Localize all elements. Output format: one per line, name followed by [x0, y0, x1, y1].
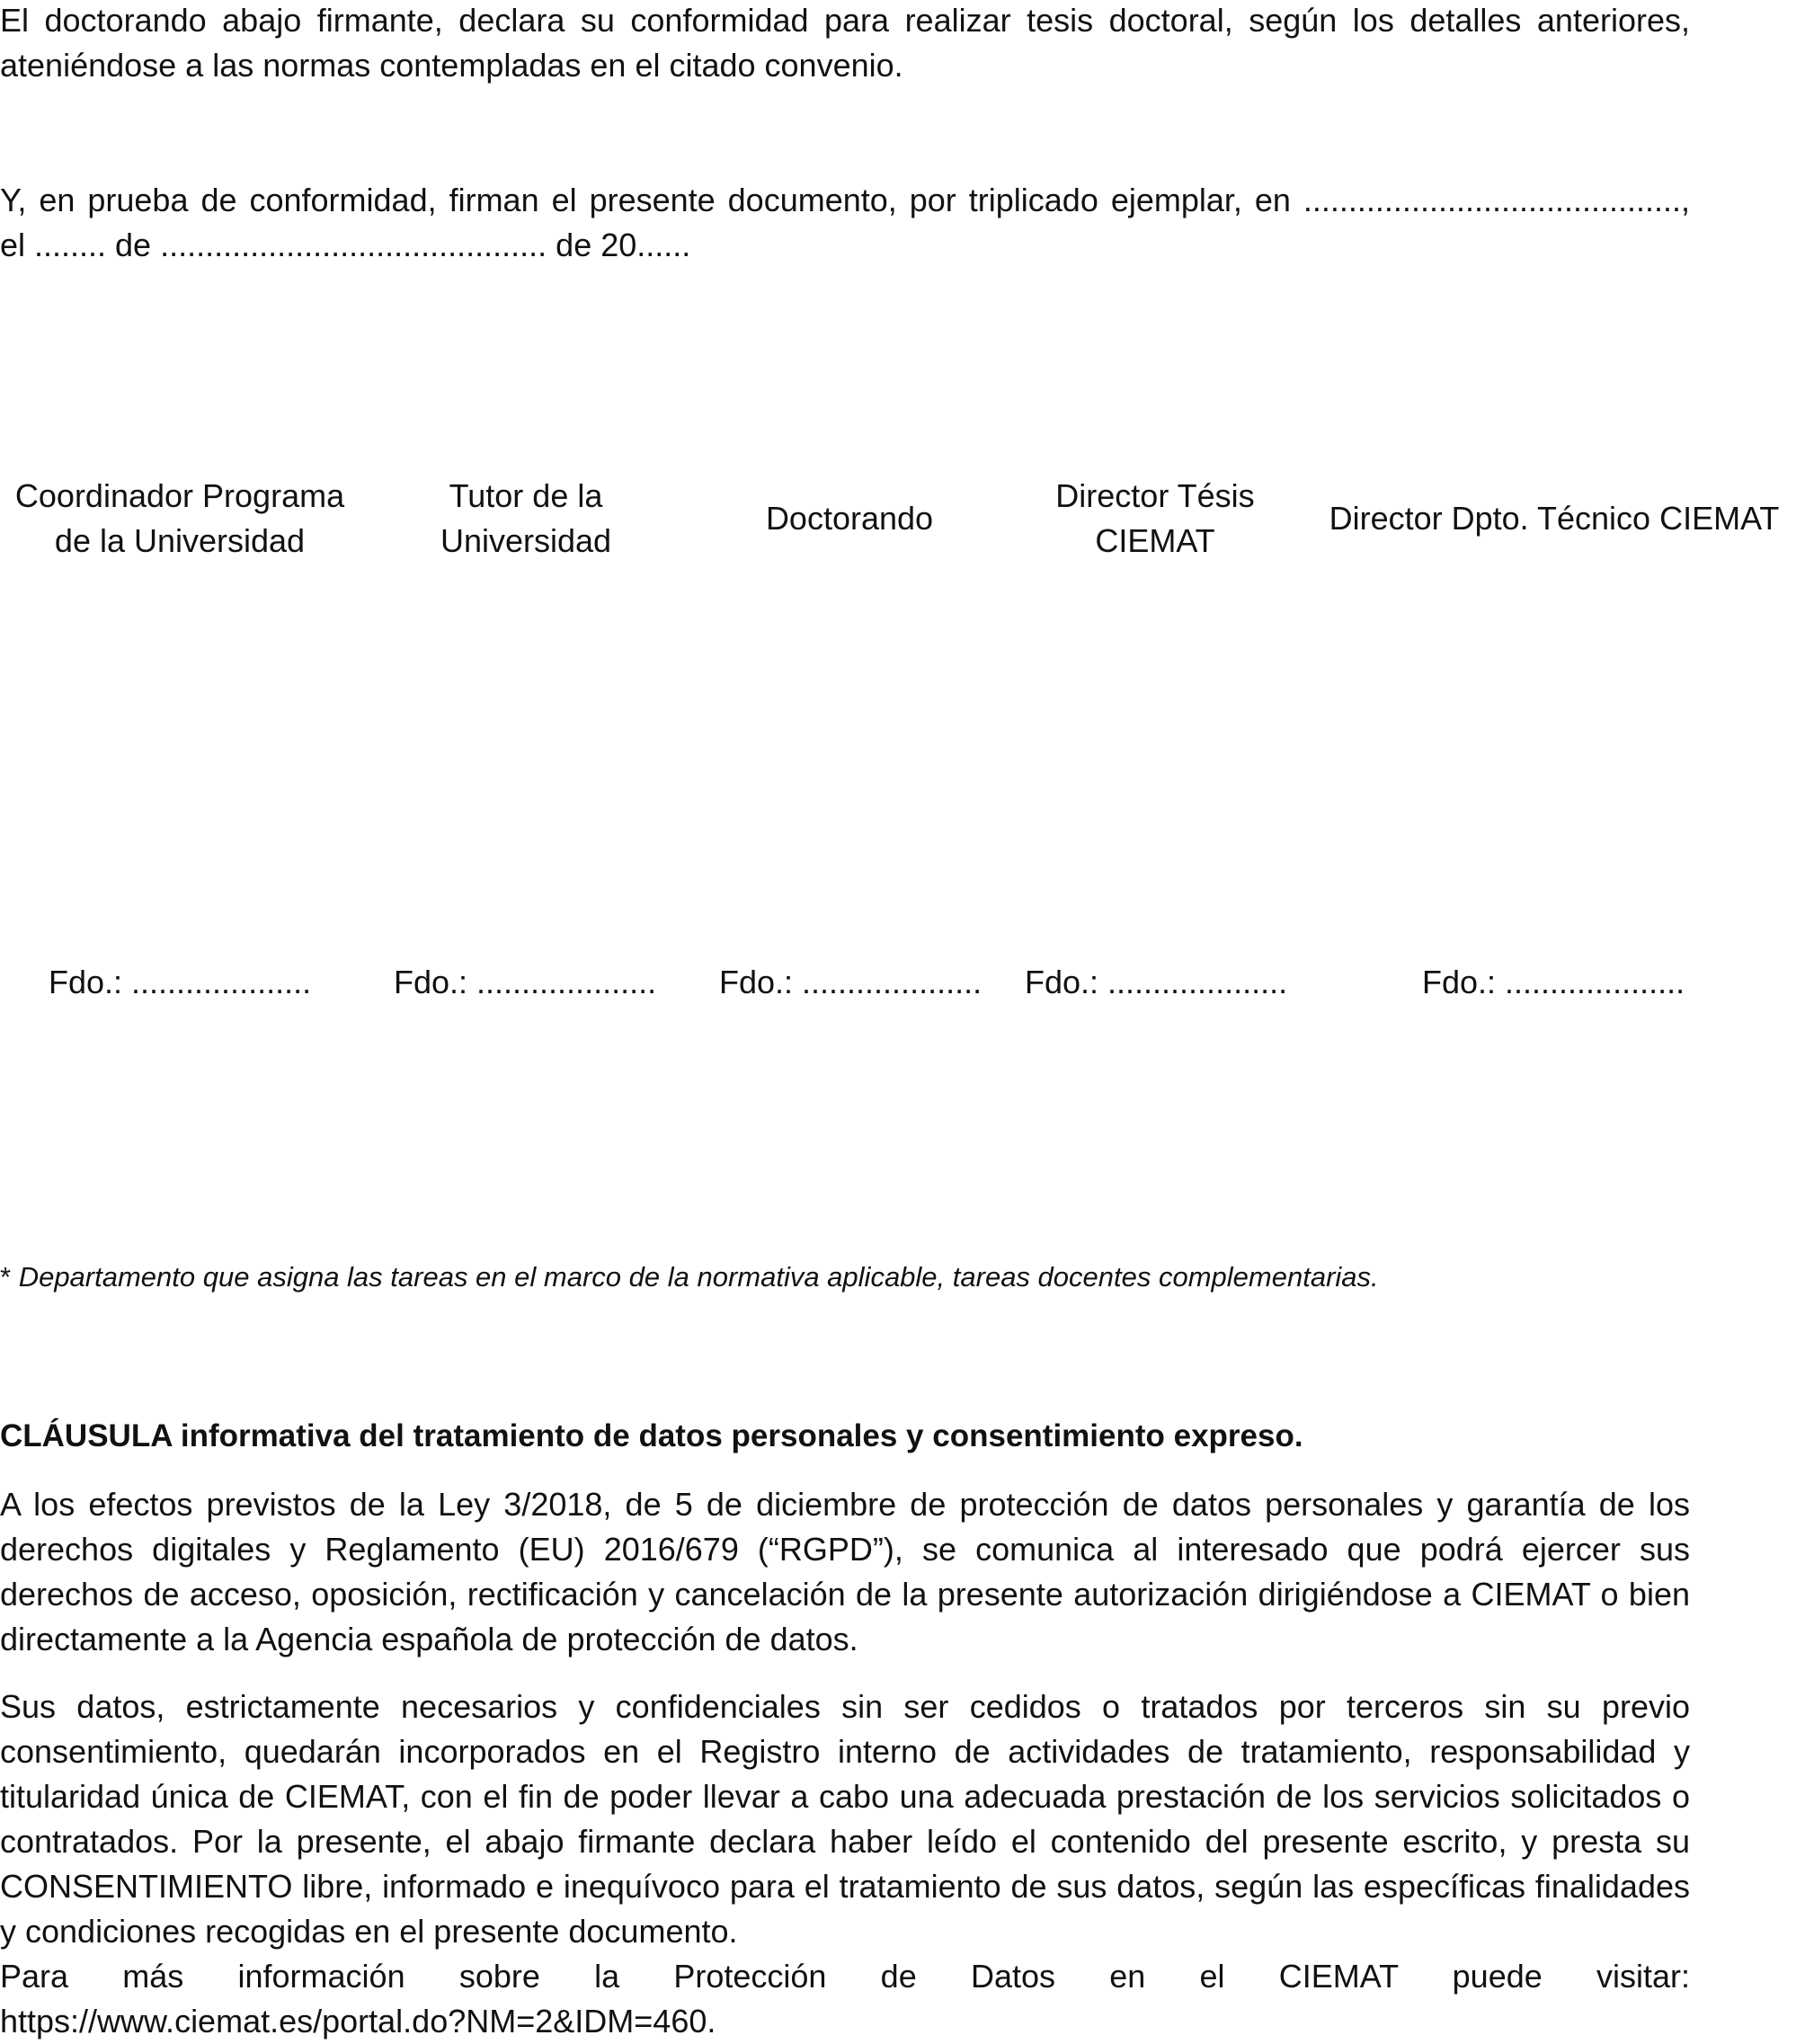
signatory-doctorando	[715, 496, 984, 541]
footnote-text: Departamento que asigna las tareas en el marco de la normativa aplicable, tareas docentes complementarias.	[18, 1261, 1379, 1293]
signatory-tutor-line-1: Tutor de la	[449, 477, 603, 514]
data-protection-link[interactable]: https://www.ciemat.es/portal.do?NM=2&IDM=460.	[0, 2003, 716, 2040]
signature-field-director-tesis[interactable]: Fdo.: ....................	[1025, 964, 1288, 1000]
declaration-line-1: El doctorando abajo firmante, declara su conformidad para realizar tesis doctoral, según los detalles anteriores,	[0, 2, 1690, 39]
signatory-director-tesis-line-1: Director Tésis	[1055, 477, 1255, 514]
signatory-tutor	[391, 474, 661, 564]
signature-field-doctorando[interactable]: Fdo.: ....................	[719, 964, 982, 1000]
signatory-coordinador-line-2: de la Universidad	[54, 522, 306, 559]
signatory-coordinador	[0, 474, 360, 564]
declaration-line-2: ateniéndose a las normas contempladas en el citado convenio.	[0, 47, 903, 84]
signatory-coordinador-line-1: Coordinador Programa	[14, 477, 345, 514]
signatory-director-dpto-line-1: Director Dpto. Técnico CIEMAT	[1329, 500, 1780, 537]
signatory-director-tesis	[1020, 474, 1290, 564]
footnote	[0, 1258, 1379, 1297]
signature-field-director-dpto[interactable]: Fdo.: ....................	[1422, 964, 1685, 1000]
footnote-marker: *	[0, 1261, 19, 1293]
signatory-doctorando-line-1: Doctorando	[765, 500, 934, 537]
signing-statement-line-2: el ........ de ........................................... de 20......	[0, 227, 691, 263]
clause-paragraph-2: Sus datos, estrictamente necesarios y confidenciales sin ser cedidos o tratados por terceros sin su previo consentimiento, quedarán incorporados en el Registro interno de actividades de tratamiento, responsabilidad y titularidad única de CIEMAT, con el fin de poder llevar a cabo una adecuada prestación de los servicios solicitados o contratados. Por la presente, el abajo firmante declara haber leído el contenido del presente escrito, y presta su CONSENTIMIENTO libre, informado e inequívoco para el tratamiento de sus datos, según las específicas finalidades y condiciones recogidas en el presente documento.	[0, 1688, 1690, 1950]
signatory-director-dpto	[1312, 496, 1796, 541]
signatory-director-tesis-line-2: CIEMAT	[1095, 522, 1215, 559]
more-info-line: Para más información sobre la Protección de Datos en el CIEMAT puede visitar:	[0, 1958, 1690, 1995]
clause-heading: CLÁUSULA informativa del tratamiento de datos personales y consentimiento expreso.	[0, 1418, 1303, 1453]
signature-field-tutor[interactable]: Fdo.: ....................	[394, 964, 657, 1000]
signature-field-coordinador[interactable]: Fdo.: ....................	[49, 964, 312, 1000]
signatory-tutor-line-2: Universidad	[440, 522, 612, 559]
clause-paragraph-1: A los efectos previstos de la Ley 3/2018, de 5 de diciembre de protección de datos personales y garantía de los derechos digitales y Reglamento (EU) 2016/679 (“RGPD”), se comunica al interesado que podrá ejercer sus derechos de acceso, oposición, rectificación y cancelación de la presente autorización dirigiéndose a CIEMAT o bien directamente a la Agencia española de protección de datos.	[0, 1486, 1690, 1657]
signing-statement-line-1: Y, en prueba de conformidad, firman el presente documento, por triplicado ejemplar, en ..........................................,	[0, 182, 1690, 218]
